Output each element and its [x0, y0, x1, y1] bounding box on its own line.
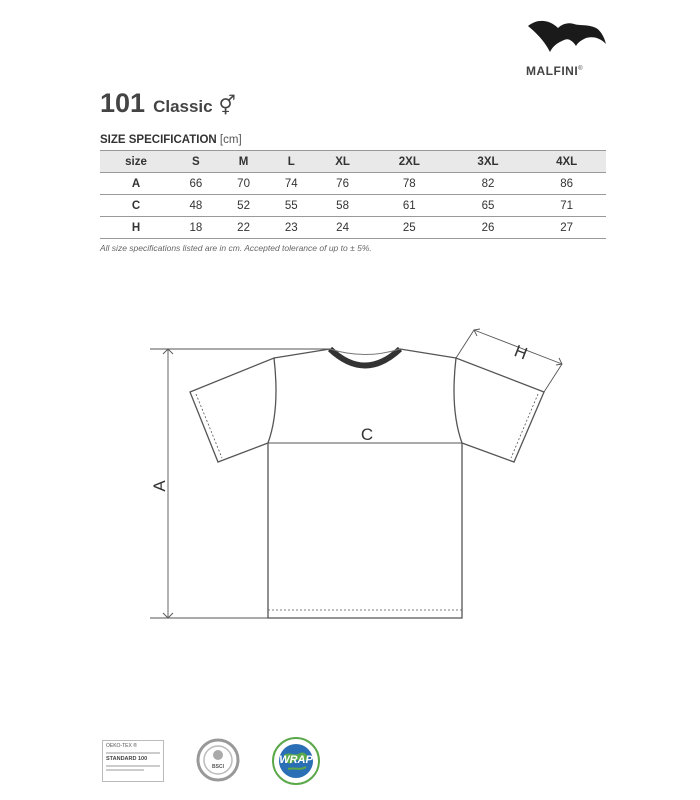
- table-cell: 61: [370, 195, 449, 217]
- table-cell: 76: [315, 173, 370, 195]
- table-cell: 48: [172, 195, 220, 217]
- table-cell: 55: [267, 195, 315, 217]
- brand-trademark: ®: [578, 66, 584, 72]
- table-cell: 86: [527, 173, 606, 195]
- size-header-m: M: [220, 151, 268, 173]
- table-cell: 65: [449, 195, 528, 217]
- table-cell: 23: [267, 217, 315, 239]
- row-label: C: [100, 195, 172, 217]
- oeko-tex-badge: [102, 740, 164, 782]
- table-cell: 18: [172, 217, 220, 239]
- table-cell: 66: [172, 173, 220, 195]
- size-spec-unit: [cm]: [219, 134, 242, 146]
- dimension-line-a: [150, 349, 330, 618]
- size-header-l: L: [267, 151, 315, 173]
- size-header-label: size: [100, 151, 172, 173]
- table-cell: 25: [370, 217, 449, 239]
- table-cell: 22: [220, 217, 268, 239]
- oeko-tex-standard: STANDARD 100: [106, 756, 148, 762]
- size-header-3xl: 3XL: [449, 151, 528, 173]
- label-c: C: [360, 425, 374, 444]
- row-label: A: [100, 173, 172, 195]
- table-cell: 74: [267, 173, 315, 195]
- table-cell: 82: [449, 173, 528, 195]
- bsci-badge: [196, 738, 240, 782]
- brand-name: MALFINI: [526, 64, 579, 78]
- size-spec-heading: SIZE SPECIFICATION: [100, 134, 217, 146]
- tshirt-outline: [190, 358, 544, 618]
- table-cell: 78: [370, 173, 449, 195]
- bsci-label: BSCI: [212, 764, 224, 770]
- table-cell: 58: [315, 195, 370, 217]
- bsci-icon: [196, 738, 240, 782]
- product-name: Classic: [153, 97, 213, 116]
- label-h: H: [511, 341, 530, 364]
- size-header-s: S: [172, 151, 220, 173]
- table-cell: 70: [220, 173, 268, 195]
- table-cell: 52: [220, 195, 268, 217]
- wrap-label: WRAP: [279, 754, 313, 766]
- size-header-2xl: 2XL: [370, 151, 449, 173]
- table-cell: 26: [449, 217, 528, 239]
- dimension-line-h: [456, 330, 562, 392]
- size-header-4xl: 4XL: [527, 151, 606, 173]
- label-a: A: [150, 480, 169, 492]
- wrap-badge: [272, 737, 320, 785]
- tolerance-note: All size specifications listed are in cm. Accepted tolerance of up to ± 5%.: [100, 243, 372, 253]
- table-cell: 71: [527, 195, 606, 217]
- table-cell: 24: [315, 217, 370, 239]
- oeko-tex-title: OEKO-TEX ®: [106, 743, 137, 749]
- size-header-xl: XL: [315, 151, 370, 173]
- unisex-icon: ⚥: [218, 96, 236, 117]
- product-code: 101: [100, 88, 146, 118]
- row-label: H: [100, 217, 172, 239]
- table-cell: 27: [527, 217, 606, 239]
